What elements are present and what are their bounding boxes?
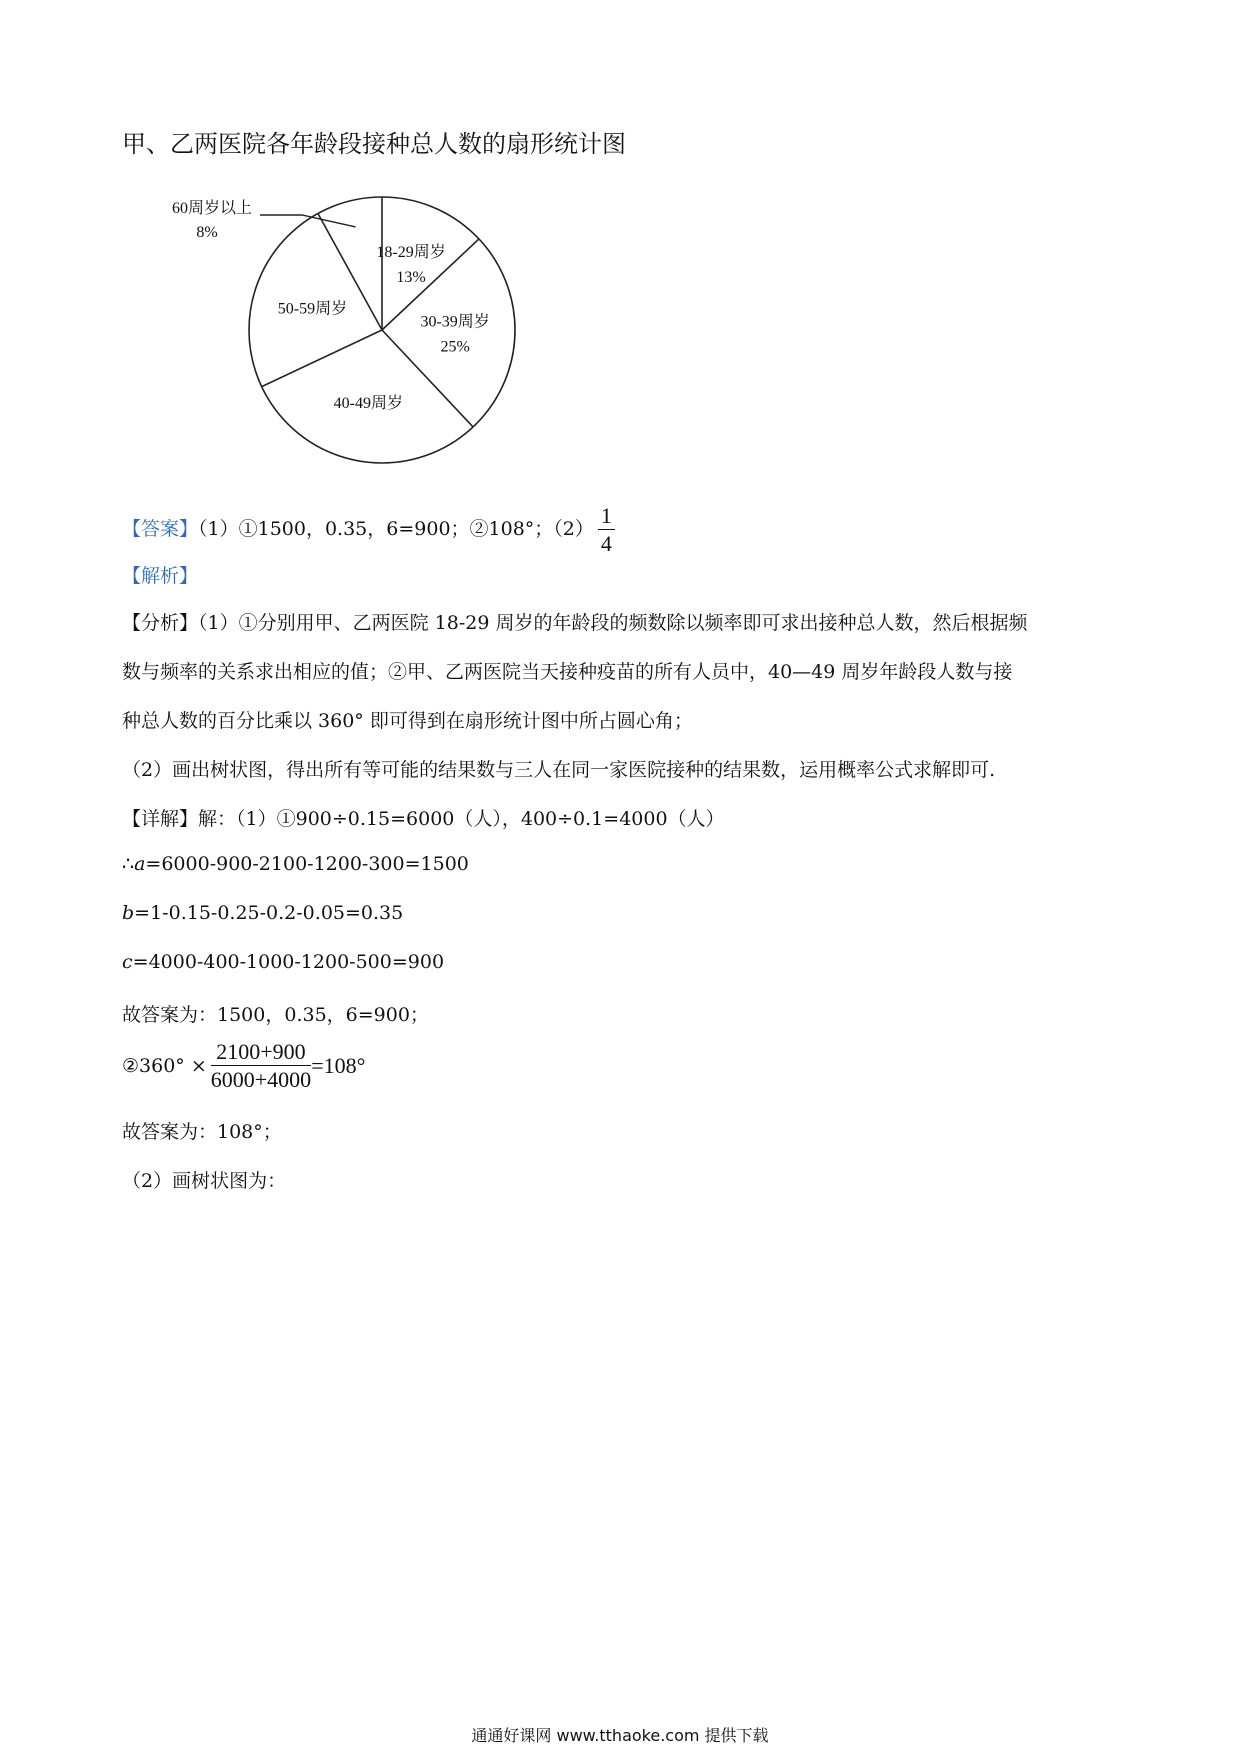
tree-diagram-intro: （2）画树状图为：: [122, 1170, 287, 1192]
analysis-line-1: [122, 608, 1027, 635]
angle-calculation: [122, 1040, 365, 1092]
detail-a-line: [122, 853, 469, 875]
analysis-line-3: 种总人数的百分比乘以 360° 即可得到在扇形统计图中所占圆心角；: [122, 710, 693, 732]
pie-slice-5-label: 60周岁以上: [171, 200, 253, 217]
c-expression: =4000-400-1000-1200-500=900: [132, 951, 445, 973]
chart-title: 甲、乙两医院各年龄段接种总人数的扇形统计图: [122, 130, 626, 158]
answer-tag: 【答案】: [122, 518, 199, 541]
answer-fraction: [598, 504, 615, 556]
pie-slice-1-percent: 13%: [396, 268, 426, 286]
analysis-line-2: 数与频率的关系求出相应的值；②甲、乙两医院当天接种疫苗的所有人员中，40—49 周岁年龄段人数与接: [122, 661, 1013, 683]
pie-slice-5-leader-line: [260, 215, 356, 227]
answer-fraction-denominator: 4: [600, 531, 612, 557]
detail-text-1: 解：（1）①900÷0.15=6000（人），400÷0.1=4000（人）: [198, 808, 725, 830]
conclusion-2: 故答案为：108°；: [122, 1121, 282, 1143]
var-c: c: [122, 951, 133, 973]
detail-b-line: [122, 902, 403, 924]
var-a: a: [134, 853, 146, 875]
b-expression: =1-0.15-0.25-0.2-0.05=0.35: [134, 902, 404, 924]
calc-result: =108°: [311, 1053, 366, 1079]
calc-prefix: ②360° ×: [122, 1055, 207, 1078]
conclusion-1: 故答案为：1500，0.35，6=900；: [122, 1004, 429, 1026]
detail-line-1: [122, 804, 725, 831]
pie-chart: [150, 180, 550, 480]
pie-slice-5-percent: 8%: [196, 224, 218, 241]
calc-fraction: [211, 1040, 311, 1092]
a-expression: =6000-900-2100-1200-300=1500: [145, 853, 469, 875]
pie-slice-2-percent: 25%: [440, 338, 470, 356]
calc-fraction-denominator: 6000+4000: [210, 1067, 312, 1093]
var-b: b: [122, 902, 135, 924]
detail-c-line: [122, 951, 444, 973]
therefore-symbol: ∴: [122, 853, 135, 875]
analysis-heading: 【解析】: [122, 565, 199, 587]
answer-text: （1）①1500，0.35，6=900；②108°；（2）: [198, 518, 594, 541]
answer-fraction-numerator: 1: [598, 504, 615, 530]
pie-slice-1-label: 18-29周岁: [376, 243, 446, 261]
analysis-line-4: （2）画出树状图，得出所有等可能的结果数与三人在同一家医院接种的结果数，运用概率公式求解即可.: [122, 759, 996, 781]
analysis-text-1: （1）①分别用甲、乙两医院 18-29 周岁的年龄段的频数除以频率即可求出接种总人数，然后根据频: [198, 612, 1028, 634]
calc-fraction-numerator: 2100+900: [211, 1040, 311, 1066]
answer-line: [122, 504, 615, 556]
pie-slice-boundary: [262, 330, 382, 387]
detail-tag: 【详解】: [122, 808, 199, 830]
pie-slice-3-label: 40-49周岁: [333, 394, 403, 412]
footer-text: 通通好课网 www.tthaoke.com 提供下载: [471, 1726, 769, 1745]
pie-slice-4-label: 50-59周岁: [277, 300, 348, 318]
analysis-tag: 【分析】: [122, 612, 199, 634]
pie-slice-2-label: 30-39周岁: [420, 313, 490, 331]
